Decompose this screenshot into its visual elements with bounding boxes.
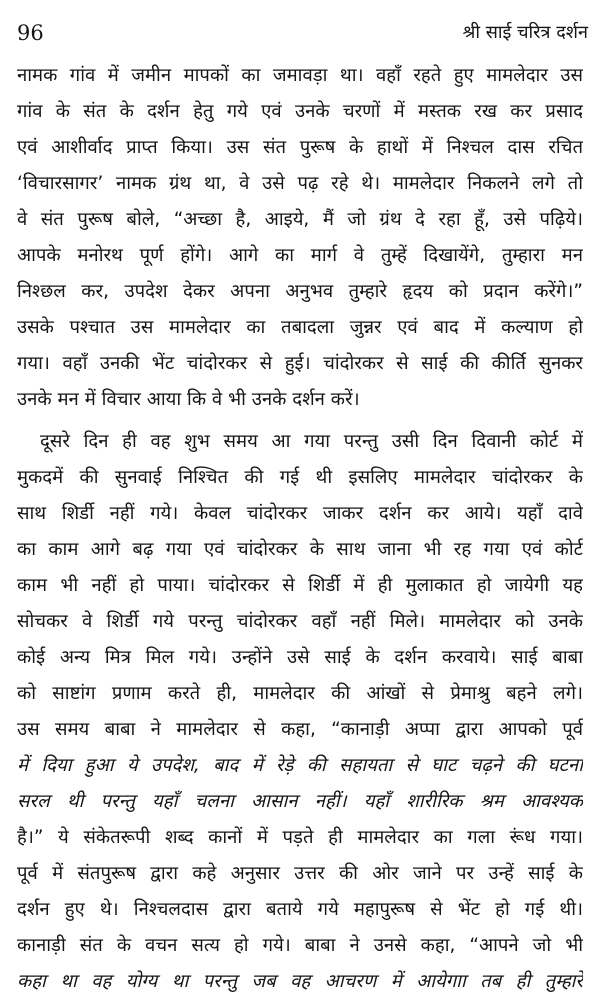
text-line: आपके मनोरथ पूर्ण होंगे। आगे का मार्ग वे तुम्हें दिखायेंगे, तुम्हारा मन [17, 245, 583, 266]
text-line: सोचकर वे शिर्डी गये परन्तु चांदोरकर वहाँ नहीं मिले। मामलेदार को उनके [17, 611, 583, 632]
text-line: पूर्व में संतपुरूष द्वारा कहे अनुसार उत्तर की ओर जाने पर उन्हें साई के [17, 863, 583, 884]
text-line: ‘विचारसागर’ नामक ग्रंथ था, वे उसे पढ़ रहे थे। मामलेदार निकलने लगे तो [17, 173, 583, 194]
text-line: साथ शिर्डी नहीं गये। केवल चांदोरकर जाकर दर्शन कर आये। यहाँ दावे [17, 503, 583, 524]
text-line: एवं आशीर्वाद प्राप्त किया। उस संत पुरूष के हाथों में निश्चल दास रचित [17, 137, 583, 158]
quoted-text-line: में दिया हुआ ये उपदेश, बाद में रेड़े की सहायता से घाट चढ़ने की घटना [17, 755, 583, 776]
page-header [0, 0, 600, 58]
text-line: कोई अन्य मित्र मिल गये। उन्होंने उसे साई के दर्शन करवाये। साई बाबा [17, 647, 583, 668]
text-line: गांव के संत के दर्शन हेतु गये एवं उनके चरणों में मस्तक रख कर प्रसाद [17, 101, 583, 122]
paragraph-first-line: दूसरे दिन ही वह शुभ समय आ गया परन्तु उसी दिन दिवानी कोर्ट में [40, 431, 583, 452]
text-line: नामक गांव में जमीन मापकों का जमावड़ा था। वहाँ रहते हुए मामलेदार उस [17, 65, 583, 86]
text-line: वे संत पुरूष बोले, “अच्छा है, आइये, मैं जो ग्रंथ दे रहा हूँ, उसे पढ़िये। [17, 209, 583, 230]
text-line: को साष्टांग प्रणाम करते ही, मामलेदार की आंखों से प्रेमाश्रु बहने लगे। [17, 683, 583, 704]
text-line: उनके मन में विचार आया कि वे भी उनके दर्शन करें। [17, 389, 360, 410]
text-line: उसके पश्चात उस मामलेदार का तबादला जुन्नर एवं बाद में कल्याण हो [17, 317, 583, 338]
text-line: काम भी नहीं हो पाया। चांदोरकर से शिर्डी में ही मुलाकात हो जायेगी यह [17, 575, 583, 596]
text-line: गया। वहाँ उनकी भेंट चांदोरकर से हुई। चांदोरकर से साई की कीर्ति सुनकर [17, 353, 583, 374]
running-title: श्री साई चरित्र दर्शन [462, 22, 588, 43]
page-number: 96 [17, 21, 44, 45]
text-line: निश्छल कर, उपदेश देकर अपना अनुभव तुम्हारे हृदय को प्रदान करेंगे।” [17, 281, 583, 302]
text-line: का काम आगे बढ़ गया एवं चांदोरकर के साथ जाना भी रह गया एवं कोर्ट [17, 539, 583, 560]
quoted-text-line: सरल थी परन्तु यहाँ चलना आसान नहीं। यहाँ शारीरिक श्रम आवश्यक [17, 791, 583, 812]
text-line: मुकदमें की सुनवाई निश्चित की गई थी इसलिए मामलेदार चांदोरकर के [17, 467, 583, 488]
text-line: दर्शन हुए थे। निश्चलदास द्वारा बताये गये महापुरूष से भेंट हो गई थी। [17, 899, 583, 920]
text-line: उस समय बाबा ने मामलेदार से कहा, “कानाड़ी अप्पा द्वारा आपको पूर्व [17, 719, 583, 740]
text-line: कानाड़ी संत के वचन सत्य हो गये। बाबा ने उनसे कहा, “आपने जो भी [17, 935, 583, 956]
text-line: है।” ये संकेतरूपी शब्द कानों में पड़ते ही मामलेदार का गला रूंध गया। [17, 827, 583, 848]
quoted-text-line: कहा था वह योग्य था परन्तु जब वह आचरण में आयेगाा तब ही तुम्हारे [17, 971, 583, 992]
